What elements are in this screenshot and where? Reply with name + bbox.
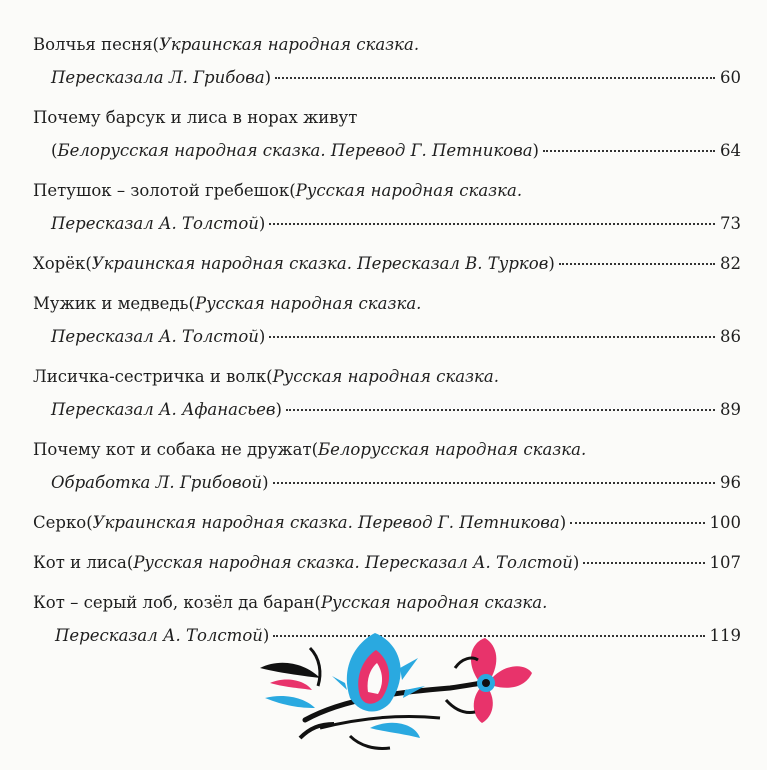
entry-subtitle: Белорусская народная сказка. xyxy=(318,440,587,459)
page-number: 73 xyxy=(720,214,741,233)
entry-subtitle: Пересказал А. Толстой xyxy=(51,214,259,233)
toc-entry[interactable] xyxy=(33,546,741,579)
toc-entry[interactable] xyxy=(33,247,741,280)
entry-subtitle: Русская народная сказка. xyxy=(295,181,523,200)
leader-dots xyxy=(286,409,715,411)
entry-title: Кот – серый лоб, козёл да баран xyxy=(33,593,315,612)
table-of-contents xyxy=(33,28,741,659)
entry-title: Кот и лиса xyxy=(33,553,127,572)
entry-subtitle: Пересказала Л. Грибова xyxy=(51,68,265,87)
paren-open: ( xyxy=(51,141,58,160)
entry-title: Петушок – золотой гребешок xyxy=(33,181,290,200)
entry-subtitle: Украинская народная сказка. xyxy=(158,35,420,54)
paren-open: ( xyxy=(126,553,134,572)
paren-open: ( xyxy=(289,181,296,200)
paren-open: ( xyxy=(152,35,159,54)
leader-dots xyxy=(275,77,715,79)
entry-subtitle: Обработка Л. Грибовой xyxy=(51,473,263,492)
entry-title: Хорёк xyxy=(33,254,86,273)
leader-dots xyxy=(269,336,715,338)
toc-entry[interactable] xyxy=(33,506,741,539)
entry-subtitle: Русская народная сказка. xyxy=(194,294,422,313)
toc-entry[interactable] xyxy=(33,101,741,167)
paren-close: ) xyxy=(264,68,272,87)
leader-dots xyxy=(559,263,715,265)
leader-dots xyxy=(269,223,715,225)
entry-title: Мужик и медведь xyxy=(33,294,189,313)
entry-subtitle: Пересказал А. Афанасьев xyxy=(51,400,276,419)
floral-ornament-icon xyxy=(250,628,535,758)
page-number: 86 xyxy=(720,327,741,346)
page-number: 64 xyxy=(720,141,741,160)
entry-subtitle: Русская народная сказка. xyxy=(272,367,499,386)
toc-entry[interactable] xyxy=(33,28,741,94)
paren-open: ( xyxy=(266,367,273,386)
entry-title: Волчья песня xyxy=(33,35,153,54)
paren-close: ) xyxy=(262,626,270,645)
paren-open: ( xyxy=(311,440,319,459)
page-number: 119 xyxy=(709,626,741,645)
page-number: 60 xyxy=(720,68,741,87)
paren-close: ) xyxy=(572,553,580,572)
paren-close: ) xyxy=(532,141,539,160)
leader-dots xyxy=(543,150,715,152)
paren-close: ) xyxy=(258,327,266,346)
paren-close: ) xyxy=(559,513,567,532)
paren-open: ( xyxy=(86,513,93,532)
toc-entry[interactable] xyxy=(33,174,741,240)
entry-subtitle: Белорусская народная сказка. Перевод Г. Петникова xyxy=(57,141,533,160)
page-number: 107 xyxy=(709,553,741,572)
entry-subtitle: Украинская народная сказка. Пересказал В. Турков xyxy=(91,254,549,273)
entry-title: Серко xyxy=(33,513,87,532)
paren-close: ) xyxy=(258,214,266,233)
leader-dots xyxy=(570,522,704,524)
page-number: 100 xyxy=(709,513,741,532)
page-number: 82 xyxy=(720,254,741,273)
paren-open: ( xyxy=(188,294,195,313)
entry-subtitle: Украинская народная сказка. Перевод Г. Петникова xyxy=(92,513,560,532)
toc-entry[interactable] xyxy=(33,287,741,353)
entry-title: Почему барсук и лиса в норах живут xyxy=(33,108,358,127)
entry-title: Почему кот и собака не дружат xyxy=(33,440,312,459)
toc-entry[interactable] xyxy=(33,433,741,499)
leader-dots xyxy=(583,562,704,564)
paren-open: ( xyxy=(314,593,321,612)
entry-subtitle: Русская народная сказка. Пересказал А. Толстой xyxy=(133,553,573,572)
entry-subtitle: Русская народная сказка. xyxy=(320,593,548,612)
leader-dots xyxy=(273,482,715,484)
paren-close: ) xyxy=(548,254,555,273)
entry-subtitle: Пересказал А. Толстой xyxy=(51,327,259,346)
paren-open: ( xyxy=(85,254,92,273)
page-number: 96 xyxy=(720,473,741,492)
entry-title: Лисичка-сестричка и волк xyxy=(33,367,267,386)
paren-close: ) xyxy=(262,473,269,492)
page-number: 89 xyxy=(720,400,741,419)
paren-close: ) xyxy=(275,400,282,419)
toc-entry[interactable] xyxy=(33,360,741,426)
entry-subtitle: Пересказал А. Толстой xyxy=(55,626,263,645)
